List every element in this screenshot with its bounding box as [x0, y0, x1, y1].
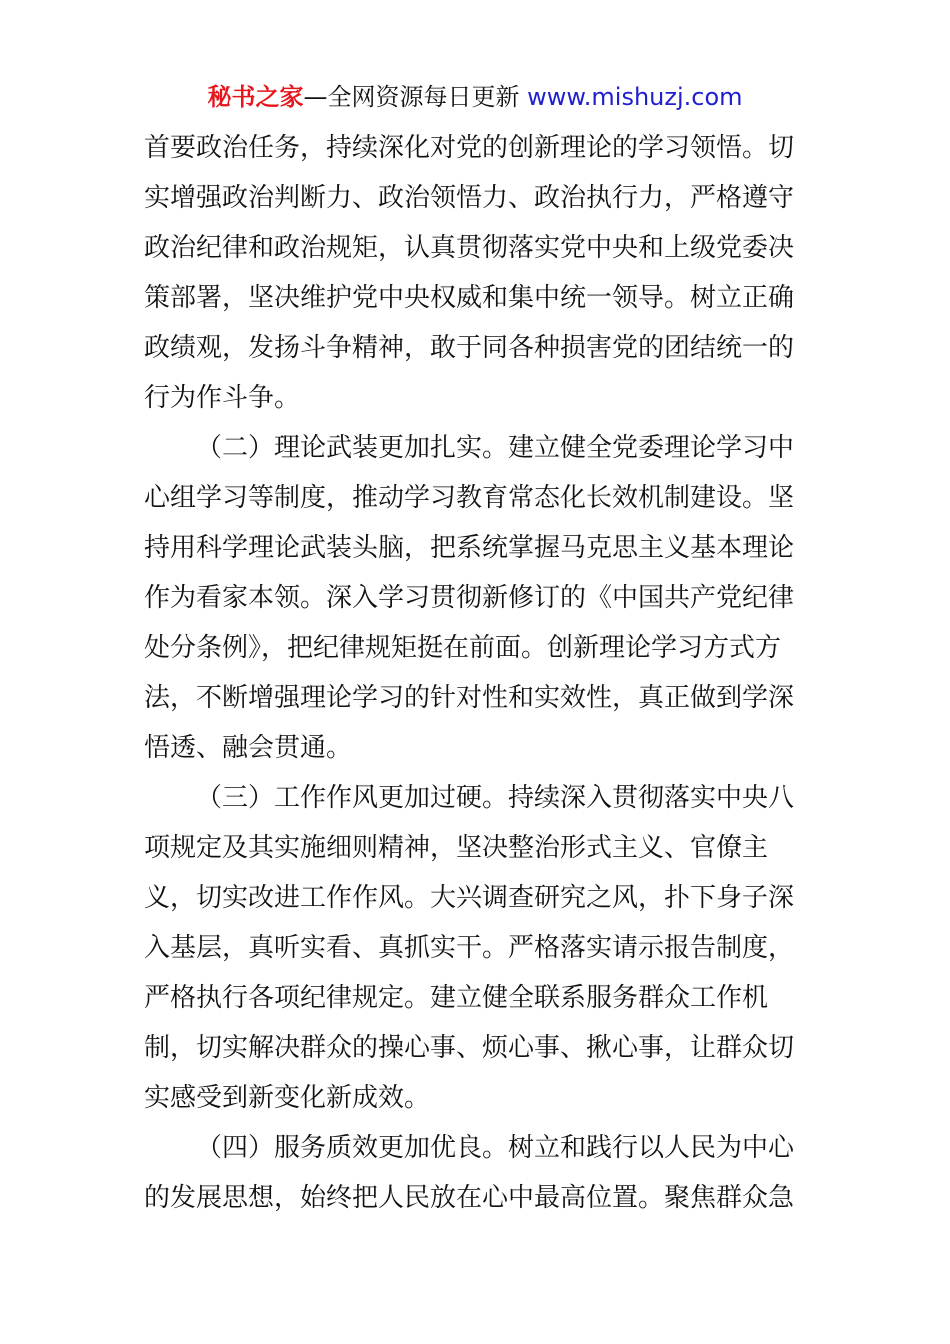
- document-line: 持用科学理论武装头脑，把系统掌握马克思主义基本理论: [144, 533, 795, 563]
- document-line: 政绩观，发扬斗争精神，敢于同各种损害党的团结统一的: [144, 333, 795, 363]
- document-line: 行为作斗争。: [144, 383, 301, 413]
- document-line: 制，切实解决群众的操心事、烦心事、揪心事，让群众切: [144, 1033, 795, 1063]
- document-line: 义，切实改进工作作风。大兴调查研究之风，扑下身子深: [144, 883, 795, 913]
- site-header: [0, 80, 950, 114]
- site-tagline: —全网资源每日更新: [303, 83, 520, 111]
- document-line: 处分条例》，把纪律规矩挺在前面。创新理论学习方式方: [144, 633, 782, 663]
- document-line: 入基层，真听实看、真抓实干。严格落实请示报告制度，: [144, 933, 795, 963]
- document-body: [144, 123, 810, 1223]
- paragraph-first-line: （三）工作作风更加过硬。持续深入贯彻落实中央八: [196, 783, 795, 813]
- document-line: 实感受到新变化新成效。: [144, 1083, 431, 1113]
- site-brand: 秘书之家: [207, 83, 304, 111]
- document-line: 心组学习等制度，推动学习教育常态化长效机制建设。坚: [144, 483, 795, 513]
- document-line: 悟透、融会贯通。: [144, 733, 353, 763]
- document-line: 实增强政治判断力、政治领悟力、政治执行力，严格遵守: [144, 183, 795, 213]
- paragraph-first-line: （二）理论武装更加扎实。建立健全党委理论学习中: [196, 433, 795, 463]
- document-line: 作为看家本领。深入学习贯彻新修订的《中国共产党纪律: [144, 583, 795, 613]
- document-line: 策部署，坚决维护党中央权威和集中统一领导。树立正确: [144, 283, 795, 313]
- site-url-link[interactable]: www.mishuzj.com: [519, 83, 743, 111]
- document-line: 的发展思想，始终把人民放在心中最高位置。聚焦群众急: [144, 1183, 795, 1213]
- document-line: 首要政治任务，持续深化对党的创新理论的学习领悟。切: [144, 133, 795, 163]
- document-line: 严格执行各项纪律规定。建立健全联系服务群众工作机: [144, 983, 769, 1013]
- paragraph-first-line: （四）服务质效更加优良。树立和践行以人民为中心: [196, 1133, 795, 1163]
- document-line: 项规定及其实施细则精神，坚决整治形式主义、官僚主: [144, 833, 769, 863]
- document-line: 政治纪律和政治规矩，认真贯彻落实党中央和上级党委决: [144, 233, 795, 263]
- document-line: 法，不断增强理论学习的针对性和实效性，真正做到学深: [144, 683, 795, 713]
